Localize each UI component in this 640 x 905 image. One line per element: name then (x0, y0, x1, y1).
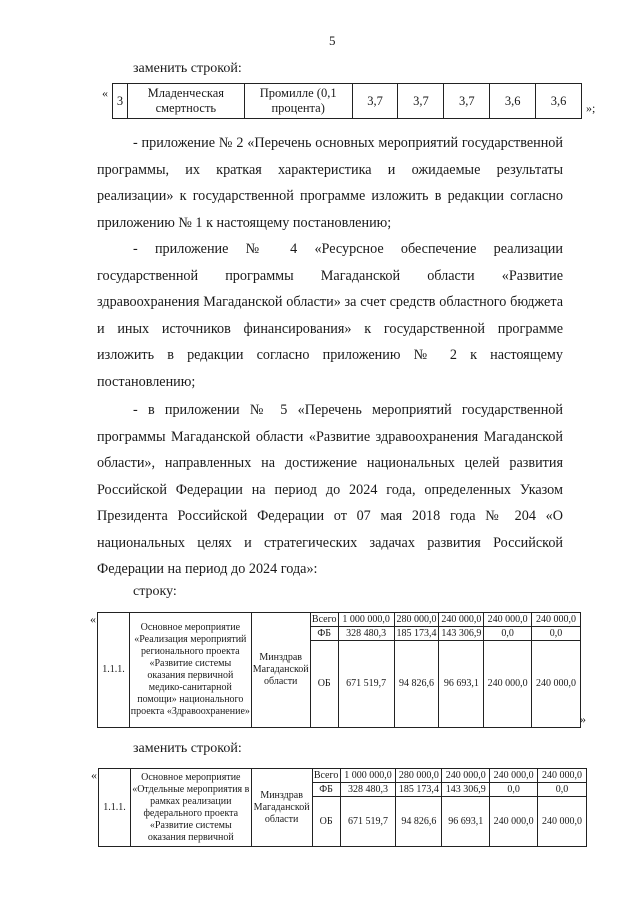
amount-cell: 96 693,1 (442, 797, 490, 847)
executor: Минздрав Магаданской области (251, 613, 310, 728)
amount-cell: 240 000,0 (484, 613, 532, 627)
row-label: строку: (133, 584, 177, 599)
paragraph-appendix-4 (97, 236, 563, 395)
amount-cell: 240 000,0 (490, 769, 538, 783)
funding-table-replacement (98, 768, 587, 847)
amount-cell: 671 519,7 (340, 797, 396, 847)
amount-cell: 0,0 (538, 783, 587, 797)
funding-source: ОБ (312, 797, 340, 847)
amount-cell: 1 000 000,0 (338, 613, 394, 627)
amount-cell: 671 519,7 (338, 641, 394, 728)
measure-code: 1.1.1. (98, 613, 130, 728)
amount-cell: 94 826,6 (394, 641, 439, 728)
amount-cell: 240 000,0 (532, 641, 581, 728)
value-cell: 3,7 (444, 84, 490, 119)
amount-cell: 96 693,1 (439, 641, 484, 728)
amount-cell: 240 000,0 (442, 769, 490, 783)
amount-cell: 1 000 000,0 (340, 769, 396, 783)
paragraph-appendix-5 (97, 397, 563, 583)
amount-cell: 240 000,0 (538, 797, 587, 847)
amount-cell: 0,0 (490, 783, 538, 797)
value-cell: 3,7 (352, 84, 398, 119)
funding-source: ФБ (312, 783, 340, 797)
indicator-unit: Промилле (0,1 процента) (244, 84, 352, 119)
amount-cell: 280 000,0 (396, 769, 442, 783)
amount-cell: 185 173,4 (394, 627, 439, 641)
replace-label-2: заменить строкой: (133, 741, 242, 756)
table1-open-quote: « (102, 86, 108, 100)
executor: Минздрав Магаданской области (251, 769, 312, 847)
amount-cell: 185 173,4 (396, 783, 442, 797)
infant-mortality-table (112, 83, 582, 119)
table2-open-quote: « (90, 612, 96, 626)
measure-code: 1.1.1. (99, 769, 131, 847)
paragraph-text: - в приложении № 5 «Перечень мероприятий государственной программы Магаданской области «Развитие здравоохранения Магаданской области», направленных на достижение национальных целей развития Российской Федерации на период до 2024 года, определенных Указом Президента Российской Федерации от 07 мая 2018 года № 204 «О национальных целях и стратегических задачах развития Российской Федерации на период до 2024 года»: (97, 402, 563, 577)
amount-cell: 240 000,0 (484, 641, 532, 728)
amount-cell: 240 000,0 (532, 613, 581, 627)
amount-cell: 240 000,0 (490, 797, 538, 847)
funding-source: Всего (311, 613, 337, 625)
table-row (99, 769, 587, 783)
table2-close-quote: » (580, 712, 586, 726)
table-row (98, 613, 581, 627)
funding-source: ОБ (310, 641, 338, 728)
page-number: 5 (329, 33, 336, 48)
amount-cell: 143 306,9 (439, 627, 484, 641)
value-cell: 3,6 (490, 84, 536, 119)
amount-cell: 240 000,0 (538, 769, 587, 783)
amount-cell: 94 826,6 (396, 797, 442, 847)
amount-cell: 0,0 (532, 627, 581, 641)
amount-cell: 328 480,3 (340, 783, 396, 797)
measure-description: Основное мероприятие «Отдельные мероприятия в рамках реализации федерального проекта «Развитие системы оказания первичной (130, 769, 251, 847)
measure-description: Основное мероприятие «Реализация мероприятий регионального проекта «Развитие системы оказания первичной медико-санитарной помощи» национального проекта «Здравоохранение» (129, 613, 251, 728)
amount-cell: 0,0 (484, 627, 532, 641)
indicator-name: Младенческая смертность (127, 84, 244, 119)
table1-close-quote: »; (586, 101, 596, 115)
amount-cell: 328 480,3 (338, 627, 394, 641)
paragraph-appendix-2 (97, 130, 563, 236)
funding-table-original (97, 612, 581, 728)
funding-source: Всего (313, 769, 339, 781)
amount-cell: 280 000,0 (394, 613, 439, 627)
replace-label-1: заменить строкой: (133, 61, 242, 76)
paragraph-text: - приложение № 2 «Перечень основных мероприятий государственной программы, их краткая характеристика и ожидаемые результаты реализации» к государственной программе изложить в редакции согласно приложению № 1 к настоящему постановлению; (97, 135, 563, 231)
funding-source: ФБ (310, 627, 338, 641)
amount-cell: 240 000,0 (439, 613, 484, 627)
paragraph-text: - приложение № 4 «Ресурсное обеспечение реализации государственной программы Магаданской области «Развитие здравоохранения Магаданской области» за счет средств областного бюджета и иных источников финансирования» к государственной программе изложить в редакции согласно приложению № 2 к настоящему постановлению; (97, 241, 563, 390)
table3-open-quote: « (91, 768, 97, 782)
table-row (113, 84, 582, 119)
value-cell: 3,6 (536, 84, 582, 119)
amount-cell: 143 306,9 (442, 783, 490, 797)
row-number: 3 (113, 84, 128, 119)
value-cell: 3,7 (398, 84, 444, 119)
